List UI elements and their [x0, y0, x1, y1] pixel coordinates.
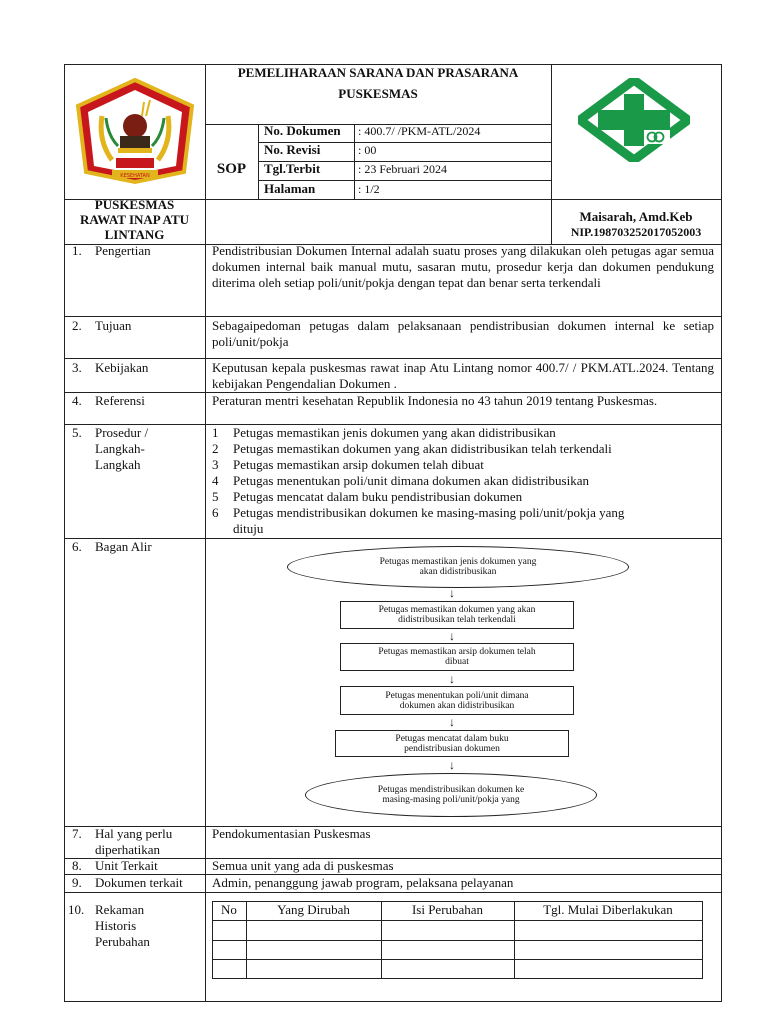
flow-arrow-icon: ↓: [449, 672, 455, 686]
section-6-number: 6.: [72, 539, 82, 554]
flow-arrow-icon: ↓: [449, 715, 455, 729]
section-10-label-line3: Perubahan: [95, 934, 150, 949]
flow-arrow-icon: ↓: [449, 758, 455, 772]
sop-label: SOP: [216, 161, 247, 177]
org-name-line2: RAWAT INAP ATU: [79, 212, 190, 227]
flow-end-ellipse: Petugas mendistribusikan dokumen ke masing-masing poli/unit/pokja yang: [305, 773, 597, 817]
field-value-no-revisi: : 00: [358, 143, 377, 157]
section-8-label: Unit Terkait: [95, 858, 158, 873]
step-number: 2: [212, 441, 219, 456]
section-4-label: Referensi: [95, 393, 145, 408]
section-1-label: Pengertian: [95, 243, 151, 258]
section-7-text: Pendokumentasian Puskesmas: [212, 826, 371, 841]
table-header-tgl-mulai: Tgl. Mulai Diberlakukan: [543, 902, 673, 917]
section-5-label-line1: Prosedur /: [95, 425, 149, 440]
field-label-no-revisi: No. Revisi: [264, 142, 321, 157]
table-header-no: No: [221, 902, 237, 917]
step-text: Petugas mencatat dalam buku pendistribusian dokumen: [233, 489, 523, 504]
svg-text:KESEHATAN: KESEHATAN: [120, 173, 150, 179]
section-2-label: Tujuan: [95, 318, 132, 333]
section-8-text: Semua unit yang ada di puskesmas: [212, 858, 394, 873]
section-1-number: 1.: [72, 243, 82, 258]
section-2-number: 2.: [72, 318, 82, 333]
district-emblem-logo: [72, 76, 198, 186]
flow-step-box: Petugas mencatat dalam buku pendistribusian dokumen: [335, 730, 569, 757]
step-number: 5: [212, 489, 219, 504]
flow-step-box: Petugas menentukan poli/unit dimana dokumen akan didistribusikan: [340, 686, 574, 715]
step-text: Petugas memastikan jenis dokumen yang akan didistribusikan: [233, 425, 556, 440]
section-4-text: Peraturan mentri kesehatan Republik Indonesia no 43 tahun 2019 tentang Puskesmas.: [212, 393, 658, 408]
field-label-halaman: Halaman: [264, 181, 316, 196]
section-6-label: Bagan Alir: [95, 539, 152, 554]
step-text-continued: dituju: [233, 521, 264, 536]
section-2-text: Sebagaipedoman petugas dalam pelaksanaan pendistribusian dokumen internal ke setiap poli/unit/pokja: [212, 318, 714, 349]
field-value-halaman: : 1/2: [358, 182, 380, 196]
puskesmas-logo: [578, 78, 690, 162]
section-9-label: Dokumen terkait: [95, 875, 183, 890]
section-5-label-line3: Langkah: [95, 457, 141, 472]
section-3-label: Kebijakan: [95, 360, 149, 375]
org-name-line1: PUSKESMAS: [94, 197, 175, 212]
signer-name: Maisarah, Amd.Keb: [579, 209, 693, 224]
section-3-number: 3.: [72, 360, 82, 375]
flow-start-ellipse: Petugas memastikan jenis dokumen yang akan didistribusikan: [287, 546, 629, 588]
section-8-number: 8.: [72, 858, 82, 873]
step-number: 6: [212, 505, 219, 520]
signer-nip: NIP.198703252017052003: [570, 225, 702, 239]
table-header-yang-dirubah: Yang Dirubah: [277, 902, 350, 917]
document-title-line1: PEMELIHARAAN SARANA DAN PRASARANA: [237, 65, 519, 80]
section-1-text: Pendistribusian Dokumen Internal adalah suatu proses yang dilakukan oleh petugas agar semua dokumen internal baik manual mutu, sasaran mutu, prosedur kerja dan dokumen pendukung diterima oleh setiap poli/unit/pokja dengan tepat dan benar serta terkendali: [212, 243, 714, 290]
field-label-no-dokumen: No. Dokumen: [264, 123, 341, 138]
field-value-tgl-terbit: : 23 Februari 2024: [358, 162, 447, 176]
section-9-text: Admin, penanggung jawab program, pelaksana pelayanan: [212, 875, 514, 890]
section-3-text: Keputusan kepala puskesmas rawat inap Atu Lintang nomor 400.7/ / PKM.ATL.2024. Tentang kebijakan Pengendalian Dokumen .: [212, 360, 714, 391]
section-7-label-line2: diperhatikan: [95, 842, 160, 857]
table-header-isi-perubahan: Isi Perubahan: [411, 902, 484, 917]
org-name-line3: LINTANG: [104, 227, 165, 242]
step-text: Petugas memastikan arsip dokumen telah dibuat: [233, 457, 484, 472]
section-5-label-line2: Langkah-: [95, 441, 145, 456]
step-text: Petugas mendistribusikan dokumen ke masing-masing poli/unit/pokja yang: [233, 505, 625, 520]
flow-step-box: Petugas memastikan dokumen yang akan didistribusikan telah terkendali: [340, 601, 574, 629]
section-10-label-line1: Rekaman: [95, 902, 145, 917]
field-label-tgl-terbit: Tgl.Terbit: [264, 161, 321, 176]
section-4-number: 4.: [72, 393, 82, 408]
section-5-number: 5.: [72, 425, 82, 440]
step-text: Petugas menentukan poli/unit dimana dokumen akan didistribusikan: [233, 473, 589, 488]
step-number: 4: [212, 473, 219, 488]
section-10-label-line2: Historis: [95, 918, 137, 933]
section-7-label-line1: Hal yang perlu: [95, 826, 173, 841]
section-10-number: 10.: [68, 902, 85, 917]
step-number: 3: [212, 457, 219, 472]
document-title-line2: PUSKESMAS: [338, 86, 418, 101]
flow-arrow-icon: ↓: [449, 629, 455, 643]
step-number: 1: [212, 425, 219, 440]
section-7-number: 7.: [72, 826, 82, 841]
step-text: Petugas memastikan dokumen yang akan didistribusikan telah terkendali: [233, 441, 612, 456]
section-9-number: 9.: [72, 875, 82, 890]
field-value-no-dokumen: : 400.7/ /PKM-ATL/2024: [358, 124, 481, 138]
flow-step-box: Petugas memastikan arsip dokumen telah dibuat: [340, 643, 574, 671]
flow-arrow-icon: ↓: [449, 586, 455, 600]
